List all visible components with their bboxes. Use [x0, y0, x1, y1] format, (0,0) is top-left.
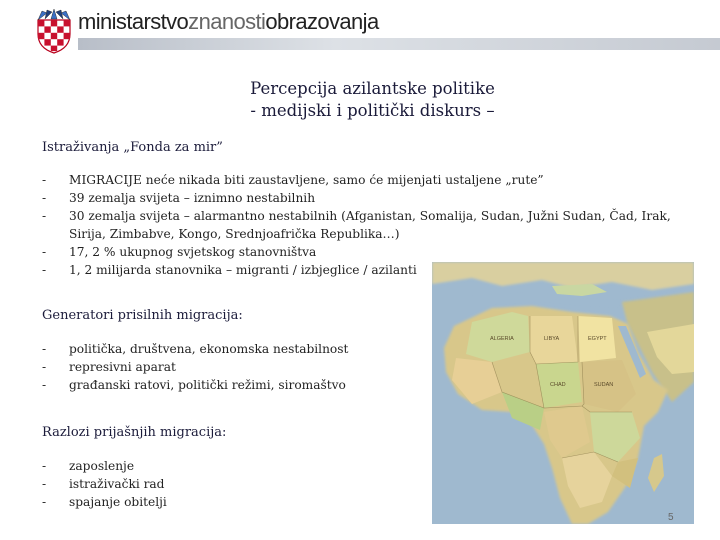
title-line-2: - medijski i politički diskurs – [250, 101, 495, 120]
list-item [42, 493, 167, 511]
africa-map [432, 262, 694, 524]
map-label-egypt: EGYPT [588, 336, 607, 342]
title-line-1: Percepcija azilantske politike [250, 79, 495, 98]
list-item-text: istraživački rad [69, 477, 165, 491]
list-item-text: MIGRACIJE neće nikada biti zaustavljene, samo će mijenjati ustaljene „rute” [69, 173, 544, 187]
bullet-dash: - [42, 263, 47, 277]
map-label-sudan: SUDAN [594, 382, 614, 388]
list-item-text: 1, 2 milijarda stanovnika – migranti / izbjeglice / azilanti [69, 263, 417, 277]
list-item-text: zaposlenje [69, 459, 135, 473]
list-item [42, 376, 348, 394]
section-heading-generators: Generatori prisilnih migracija: [42, 308, 243, 323]
list-item-text: politička, društvena, ekonomska nestabilnost [69, 342, 349, 356]
list-item [42, 457, 167, 475]
list-item-text: 17, 2 % ukupnog svjetskog stanovništva [69, 245, 317, 259]
bullet-dash: - [42, 191, 47, 205]
list-item-text: 39 zemalja svijeta – iznimno nestabilnih [69, 191, 316, 205]
bullet-dash: - [42, 360, 47, 374]
bullet-dash: - [42, 342, 47, 356]
bullet-dash: - [42, 173, 47, 187]
bullet-dash: - [42, 209, 47, 223]
list-item-text: građanski ratovi, politički režimi, siromaštvo [69, 378, 346, 392]
slide-title [0, 78, 720, 122]
map-label-algeria: ALGERIA [490, 336, 514, 342]
list-item [42, 243, 671, 261]
map-label-chad: CHAD [550, 382, 566, 388]
list-item [42, 189, 671, 207]
list-item-text: spajanje obitelji [69, 495, 167, 509]
brand-part-obrazovanja: obrazovanja [265, 9, 379, 34]
list-item [42, 475, 167, 493]
list-item-continuation [42, 225, 671, 243]
croatian-coat-of-arms-icon [36, 8, 72, 54]
list-item-text: Sirija, Zimbabve, Kongo, Srednjoafrička Republika…) [69, 227, 400, 241]
header [0, 0, 720, 58]
bullet-dash: - [42, 477, 47, 491]
brand-part-ministarstvo: ministarstvo [78, 9, 189, 34]
ministry-brand-name [78, 9, 379, 35]
list-item [42, 207, 671, 225]
reasons-list [42, 457, 167, 511]
section-heading-research: Istraživanja „Fonda za mir” [42, 140, 223, 155]
generators-list [42, 340, 348, 394]
list-item-text: 30 zemalja svijeta – alarmantno nestabilnih (Afganistan, Somalija, Sudan, Južni Sudan, Čad, Irak, [69, 209, 671, 223]
list-item [42, 358, 348, 376]
bullet-dash: - [42, 378, 47, 392]
list-item [42, 340, 348, 358]
list-item [42, 171, 671, 189]
section-heading-reasons: Razlozi prijašnjih migracija: [42, 425, 227, 440]
bullet-dash: - [42, 245, 47, 259]
map-label-libya: LIBYA [544, 336, 560, 342]
bullet-dash: - [42, 459, 47, 473]
brand-part-znanosti: znanosti [188, 9, 266, 34]
page-number: 5 [668, 512, 674, 523]
bullet-dash: - [42, 495, 47, 509]
list-item-text: represivni aparat [69, 360, 176, 374]
header-stripe [78, 38, 720, 50]
